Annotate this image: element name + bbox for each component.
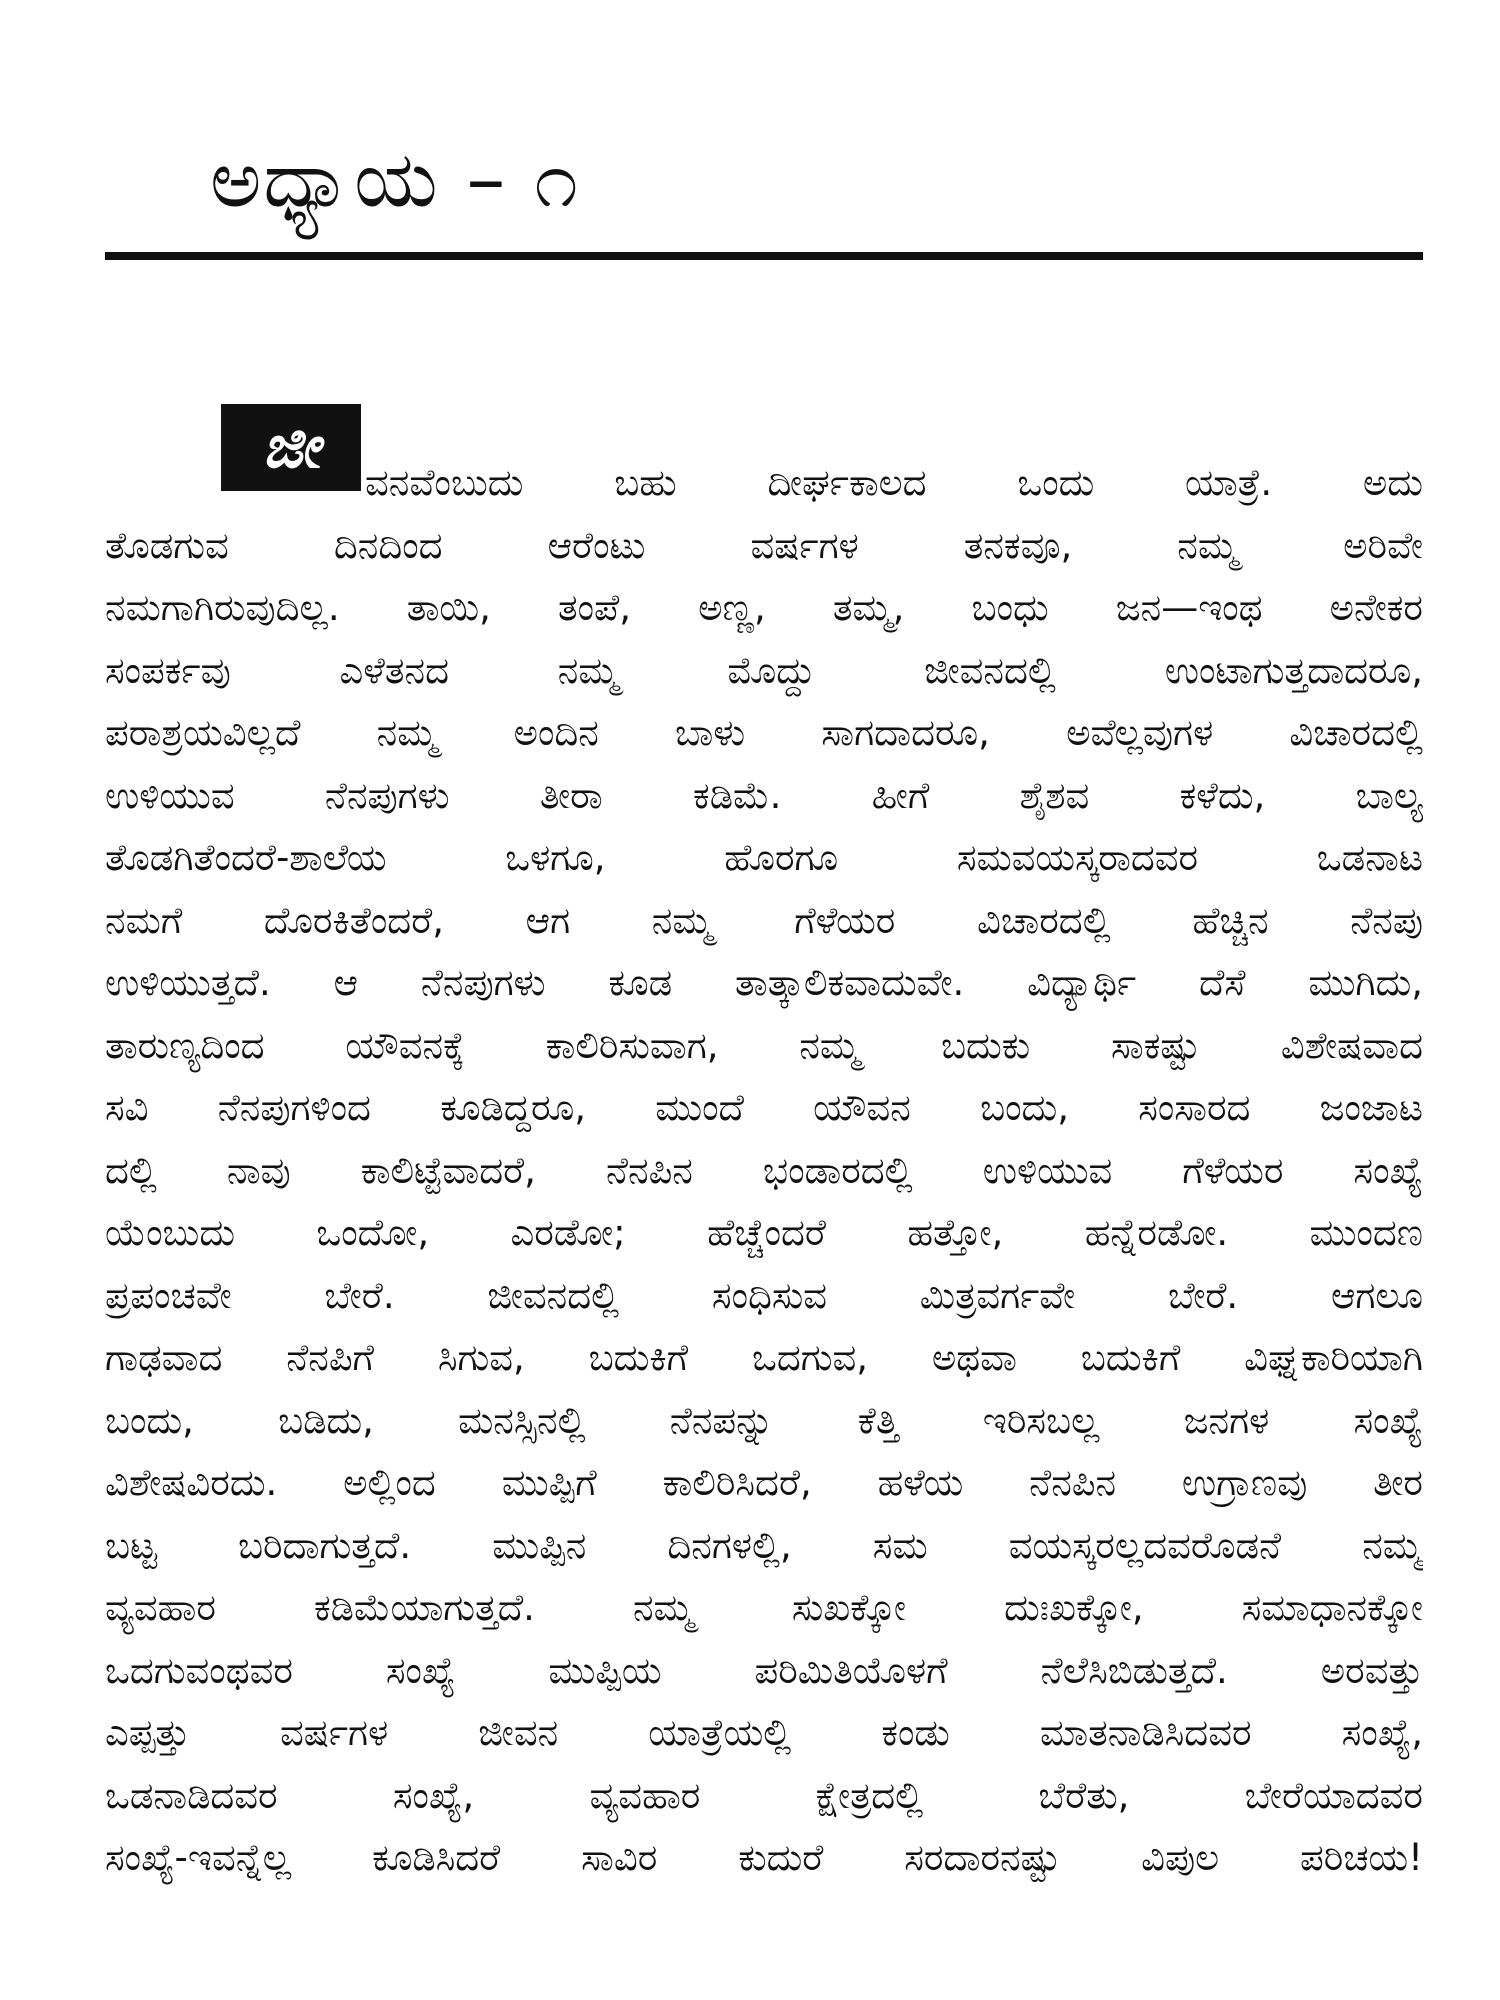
text-line: ಗಾಢವಾದ ನೆನಪಿಗೆ ಸಿಗುವ, ಬದುಕಿಗೆ ಒದಗುವ, ಅಥವಾ ಬದುಕಿಗೆ ವಿಘ್ನಕಾರಿಯಾಗಿ (105, 1336, 1423, 1379)
text-line: ವ್ಯವಹಾರ ಕಡಿಮೆಯಾಗುತ್ತದೆ. ನಮ್ಮ ಸುಖಕ್ಕೋ ದುಃಖಕ್ಕೋ, ಸಮಾಧಾನಕ್ಕೋ (105, 1586, 1423, 1629)
text-line: ಸವಿ ನೆನಪುಗಳಿಂದ ಕೂಡಿದ್ದರೂ, ಮುಂದೆ ಯೌವನ ಬಂದು, ಸಂಸಾರದ ಜಂಜಾಟ (105, 1086, 1423, 1129)
chapter-heading: ಅಧ್ಯಾಯ – ೧ (210, 135, 580, 225)
text-line: ಸಂಪರ್ಕವು ಎಳೆತನದ ನಮ್ಮ ಮೊದ್ದು ಜೀವನದಲ್ಲಿ ಉಂಟಾಗುತ್ತದಾದರೂ, (105, 648, 1423, 692)
text-line: ಪರಾಶ್ರಯವಿಲ್ಲದೆ ನಮ್ಮ ಅಂದಿನ ಬಾಳು ಸಾಗದಾದರೂ, ಅವೆಲ್ಲವುಗಳ ವಿಚಾರದಲ್ಲಿ (105, 711, 1423, 754)
text-line: ದಲ್ಲಿ ನಾವು ಕಾಲಿಟ್ಟೆವಾದರೆ, ನೆನಪಿನ ಭಂಡಾರದಲ್ಲಿ ಉಳಿಯುವ ಗೆಳೆಯರ ಸಂಖ್ಯೆ (105, 1148, 1423, 1192)
drop-cap: ಜೀ (221, 404, 361, 491)
text-line: ತೊಡಗುವ ದಿನದಿಂದ ಆರೆಂಟು ವರ್ಷಗಳ ತನಕವೂ, ನಮ್ಮ ಅರಿವೇ (105, 523, 1423, 567)
text-line: ಪ್ರಪಂಚವೇ ಬೇರೆ. ಜೀವನದಲ್ಲಿ ಸಂಧಿಸುವ ಮಿತ್ರವರ್ಗವೇ ಬೇರೆ. ಆಗಲೂ (105, 1273, 1423, 1317)
text-line: ಯೆಂಬುದು ಒಂದೋ, ಎರಡೋ; ಹೆಚ್ಚೆಂದರೆ ಹತ್ತೋ, ಹನ್ನೆರಡೋ. ಮುಂದಣ (105, 1211, 1423, 1254)
text-line: ಉಳಿಯುವ ನೆನಪುಗಳು ತೀರಾ ಕಡಿಮೆ. ಹೀಗೆ ಶೈಶವ ಕಳೆದು, ಬಾಲ್ಯ (105, 773, 1423, 817)
text-line: ವಿಶೇಷವಿರದು. ಅಲ್ಲಿಂದ ಮುಪ್ಪಿಗೆ ಕಾಲಿರಿಸಿದರೆ, ಹಳೆಯ ನೆನಪಿನ ಉಗ್ರಾಣವು ತೀರ (105, 1461, 1423, 1504)
heading-divider (105, 252, 1423, 260)
text-line: ಬಂದು, ಬಡಿದು, ಮನಸ್ಸಿನಲ್ಲಿ ನೆನಪನ್ನು ಕೆತ್ತಿ ಇರಿಸಬಲ್ಲ ಜನಗಳ ಸಂಖ್ಯೆ (105, 1398, 1423, 1442)
text-line: ತೊಡಗಿತೆಂದರೆ-ಶಾಲೆಯ ಒಳಗೂ, ಹೊರಗೂ ಸಮವಯಸ್ಕರಾದವರ ಒಡನಾಟ (105, 836, 1423, 879)
text-line: ಎಪ್ಪತ್ತು ವರ್ಷಗಳ ಜೀವನ ಯಾತ್ರೆಯಲ್ಲಿ ಕಂಡು ಮಾತನಾಡಿಸಿದವರ ಸಂಖ್ಯೆ, (105, 1711, 1423, 1754)
text-line: ಸಂಖ್ಯೆ-ಇವನ್ನೆಲ್ಲ ಕೂಡಿಸಿದರೆ ಸಾವಿರ ಕುದುರೆ ಸರದಾರನಷ್ಟು ವಿಪುಲ ಪರಿಚಯ! (105, 1836, 1423, 1879)
text-line: ತಾರುಣ್ಯದಿಂದ ಯೌವನಕ್ಕೆ ಕಾಲಿರಿಸುವಾಗ, ನಮ್ಮ ಬದುಕು ಸಾಕಷ್ಟು ವಿಶೇಷವಾದ (105, 1023, 1423, 1067)
text-line: ಬಟ್ಟ ಬರಿದಾಗುತ್ತದೆ. ಮುಪ್ಪಿನ ದಿನಗಳಲ್ಲಿ, ಸಮ ವಯಸ್ಕರಲ್ಲದವರೊಡನೆ ನಮ್ಮ (105, 1523, 1423, 1567)
text-line: ಉಳಿಯುತ್ತದೆ. ಆ ನೆನಪುಗಳು ಕೂಡ ತಾತ್ಕಾಲಿಕವಾದುವೇ. ವಿದ್ಯಾರ್ಥಿ ದೆಸೆ ಮುಗಿದು, (105, 961, 1423, 1004)
text-line: ಒದಗುವಂಥವರ ಸಂಖ್ಯೆ ಮುಪ್ಪಿಯ ಪರಿಮಿತಿಯೊಳಗೆ ನೆಲೆಸಿಬಿಡುತ್ತದೆ. ಅರವತ್ತು (105, 1648, 1423, 1692)
text-line: ನಮಗೆ ದೊರಕಿತೆಂದರೆ, ಆಗ ನಮ್ಮ ಗೆಳೆಯರ ವಿಚಾರದಲ್ಲಿ ಹೆಚ್ಚಿನ ನೆನಪು (105, 898, 1423, 942)
text-line: ಒಡನಾಡಿದವರ ಸಂಖ್ಯೆ, ವ್ಯವಹಾರ ಕ್ಷೇತ್ರದಲ್ಲಿ ಬೆರೆತು, ಬೇರೆಯಾದವರ (105, 1773, 1423, 1817)
text-line: ವನವೆಂಬುದು ಬಹು ದೀರ್ಘಕಾಲದ ಒಂದು ಯಾತ್ರೆ. ಅದು (365, 461, 1423, 504)
text-line: ನಮಗಾಗಿರುವುದಿಲ್ಲ. ತಾಯಿ, ತಂಪೆ, ಅಣ್ಣ, ತಮ್ಮ, ಬಂಧು ಜನ—ಇಂಥ ಅನೇಕರ (105, 586, 1423, 629)
body-paragraph (105, 452, 1423, 1890)
